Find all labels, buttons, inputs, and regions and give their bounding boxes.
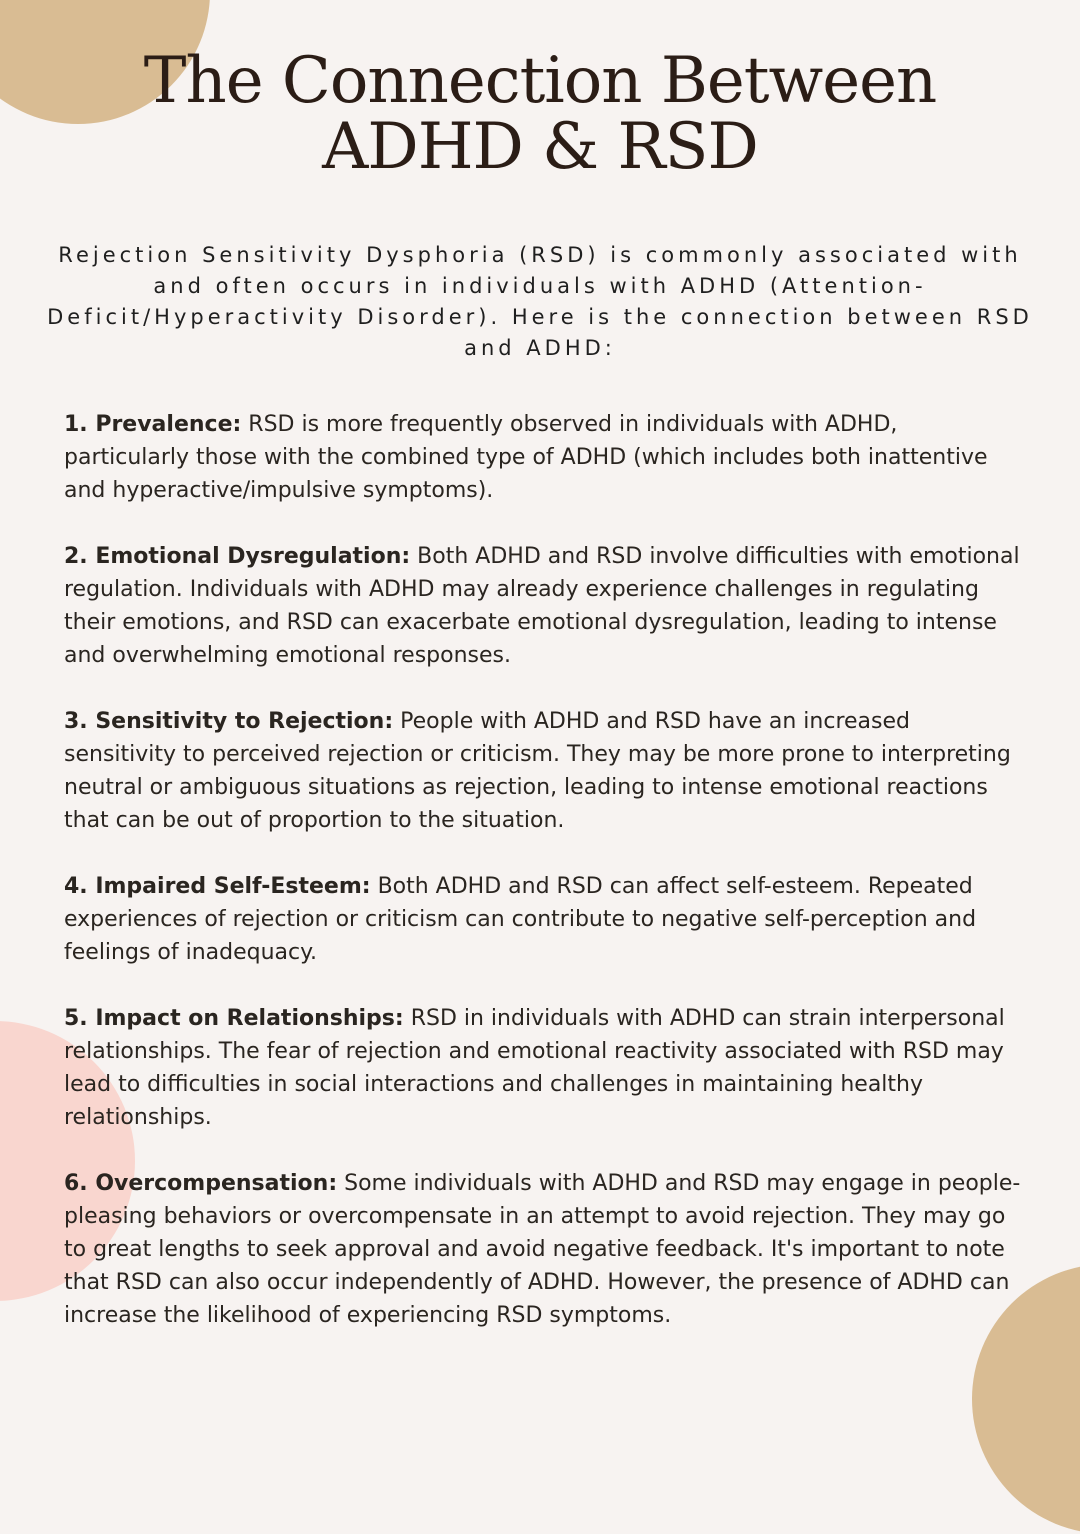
page-title-line-1: The Connection Between	[143, 44, 937, 118]
point-heading: 6. Overcompensation:	[64, 1171, 338, 1196]
intro-paragraph: Rejection Sensitivity Dysphoria (RSD) is commonly associated with and often occurs in individuals with ADHD (Attention-Deficit/Hyperactivity Disorder). Here is the connection between RSD and ADHD:	[47, 243, 1033, 360]
point-text: Some individuals with ADHD and RSD may engage in people-pleasing behaviors or overcompensate in an attempt to avoid rejection. They may go to great lengths to seek approval and avoid negative feedback. It's important to note that RSD can also occur independently of ADHD. However, the presence of ADHD can increase the likelihood of experiencing RSD symptoms.	[64, 1171, 1021, 1328]
point-text: RSD in individuals with ADHD can strain interpersonal relationships. The fear of rejection and emotional reactivity associated with RSD may lead to difficulties in social interactions and challenges in maintaining healthy relationships.	[64, 1006, 1005, 1130]
points-list	[64, 408, 1024, 1365]
point-text: Both ADHD and RSD involve difficulties with emotional regulation. Individuals with ADHD may already experience challenges in regulating their emotions, and RSD can exacerbate emotional dysregulation, leading to intense and overwhelming emotional responses.	[64, 544, 1020, 668]
point-heading: 1. Prevalence:	[64, 412, 242, 437]
page-title	[0, 44, 1080, 184]
point-text: RSD is more frequently observed in individuals with ADHD, particularly those with the combined type of ADHD (which includes both inattentive and hyperactive/impulsive symptoms).	[64, 412, 988, 503]
point-heading: 2. Emotional Dysregulation:	[64, 544, 411, 569]
point-heading: 3. Sensitivity to Rejection:	[64, 709, 394, 734]
page-title-line-2: ADHD & RSD	[322, 110, 758, 184]
point-overcompensation	[64, 1167, 1024, 1332]
point-emotional-dysregulation	[64, 540, 1024, 672]
point-prevalence	[64, 408, 1024, 507]
point-sensitivity-to-rejection	[64, 705, 1024, 837]
point-impaired-self-esteem	[64, 870, 1024, 969]
point-impact-on-relationships	[64, 1002, 1024, 1134]
point-heading: 5. Impact on Relationships:	[64, 1006, 404, 1031]
point-text: People with ADHD and RSD have an increased sensitivity to perceived rejection or criticism. They may be more prone to interpreting neutral or ambiguous situations as rejection, leading to intense emotional reactions that can be out of proportion to the situation.	[64, 709, 1011, 833]
point-text: Both ADHD and RSD can affect self-esteem. Repeated experiences of rejection or criticism can contribute to negative self-perception and feelings of inadequacy.	[64, 874, 977, 965]
point-heading: 4. Impaired Self-Esteem:	[64, 874, 371, 899]
